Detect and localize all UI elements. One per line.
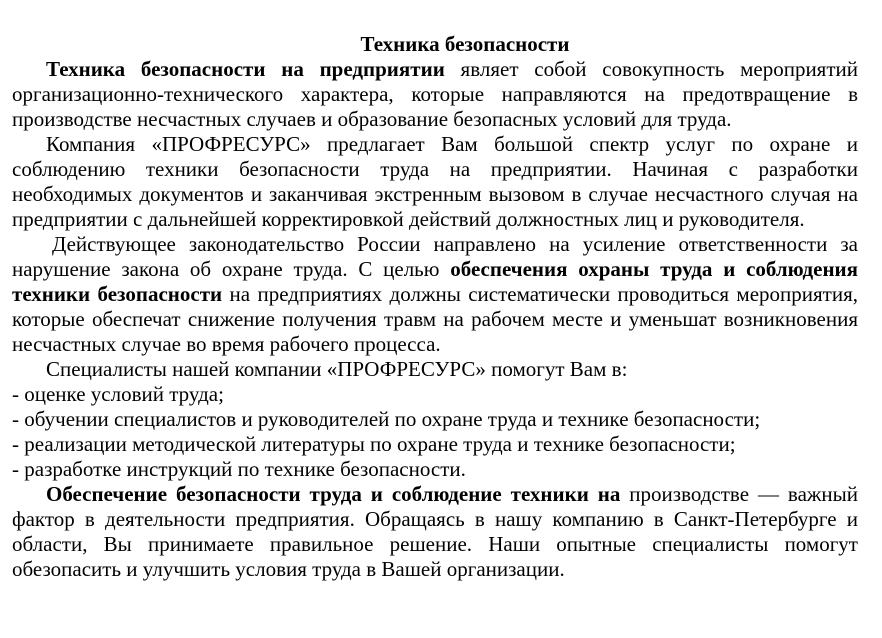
list-item: - реализации методической литературы по охране труда и технике безопасности; [12, 432, 736, 456]
conclusion-text: производстве — важный фактор в деятельности предприятия. Обращаясь в нашу компанию в Санкт-Петербурге и области, Вы принимаете правильное решение. Наши опытные специалисты помогут обезопасить и улучшить условия труда в Вашей организации. [12, 482, 858, 581]
paragraph-specialists-intro: Специалисты нашей компании «ПРОФРЕСУРС» помогут Вам в: [46, 357, 628, 381]
paragraph-conclusion [12, 482, 858, 582]
paragraph-legislation [12, 232, 858, 357]
legislation-text-start: Действующее законодательство России направлено на усиление ответственности за нарушение закона об охране труда. С целью [12, 232, 858, 281]
definition-text: являет собой совокупность мероприятий организационно-технического характера, которые направляются на предотвращение в производстве несчастных случаев и образование безопасных условий для труда. [12, 57, 858, 131]
paragraph-definition [12, 57, 858, 132]
document-title: Техника безопасности [360, 32, 570, 56]
conclusion-bold-phrase: Обеспечение безопасности труда и соблюдение техники на [46, 482, 621, 506]
document-page [12, 32, 858, 582]
legislation-bold-phrase: обеспечения охраны труда и соблюдения техники безопасности [12, 257, 858, 306]
list-item: - оценке условий труда; [12, 382, 224, 406]
list-item: - обучении специалистов и руководителей по охране труда и технике безопасности; [12, 407, 761, 431]
legislation-text-rest: на предприятиях должны систематически проводиться мероприятия, которые обеспечат снижение получения травм на рабочем месте и уменьшат возникновения несчастных случае во время рабочего процесса. [12, 282, 859, 356]
list-item: - разработке инструкций по технике безопасности. [12, 457, 466, 481]
services-list [12, 382, 858, 482]
definition-term: Техника безопасности на предприятии [46, 57, 445, 81]
paragraph-company-services: Компания «ПРОФРЕСУРС» предлагает Вам большой спектр услуг по охране и соблюдению техники безопасности труда на предприятии. Начиная с разработки необходимых документов и заканчивая экстренным вызовом в случае несчастного случая на предприятии с дальнейшей корректировкой действий должностных лиц и руководителя. [12, 132, 858, 231]
